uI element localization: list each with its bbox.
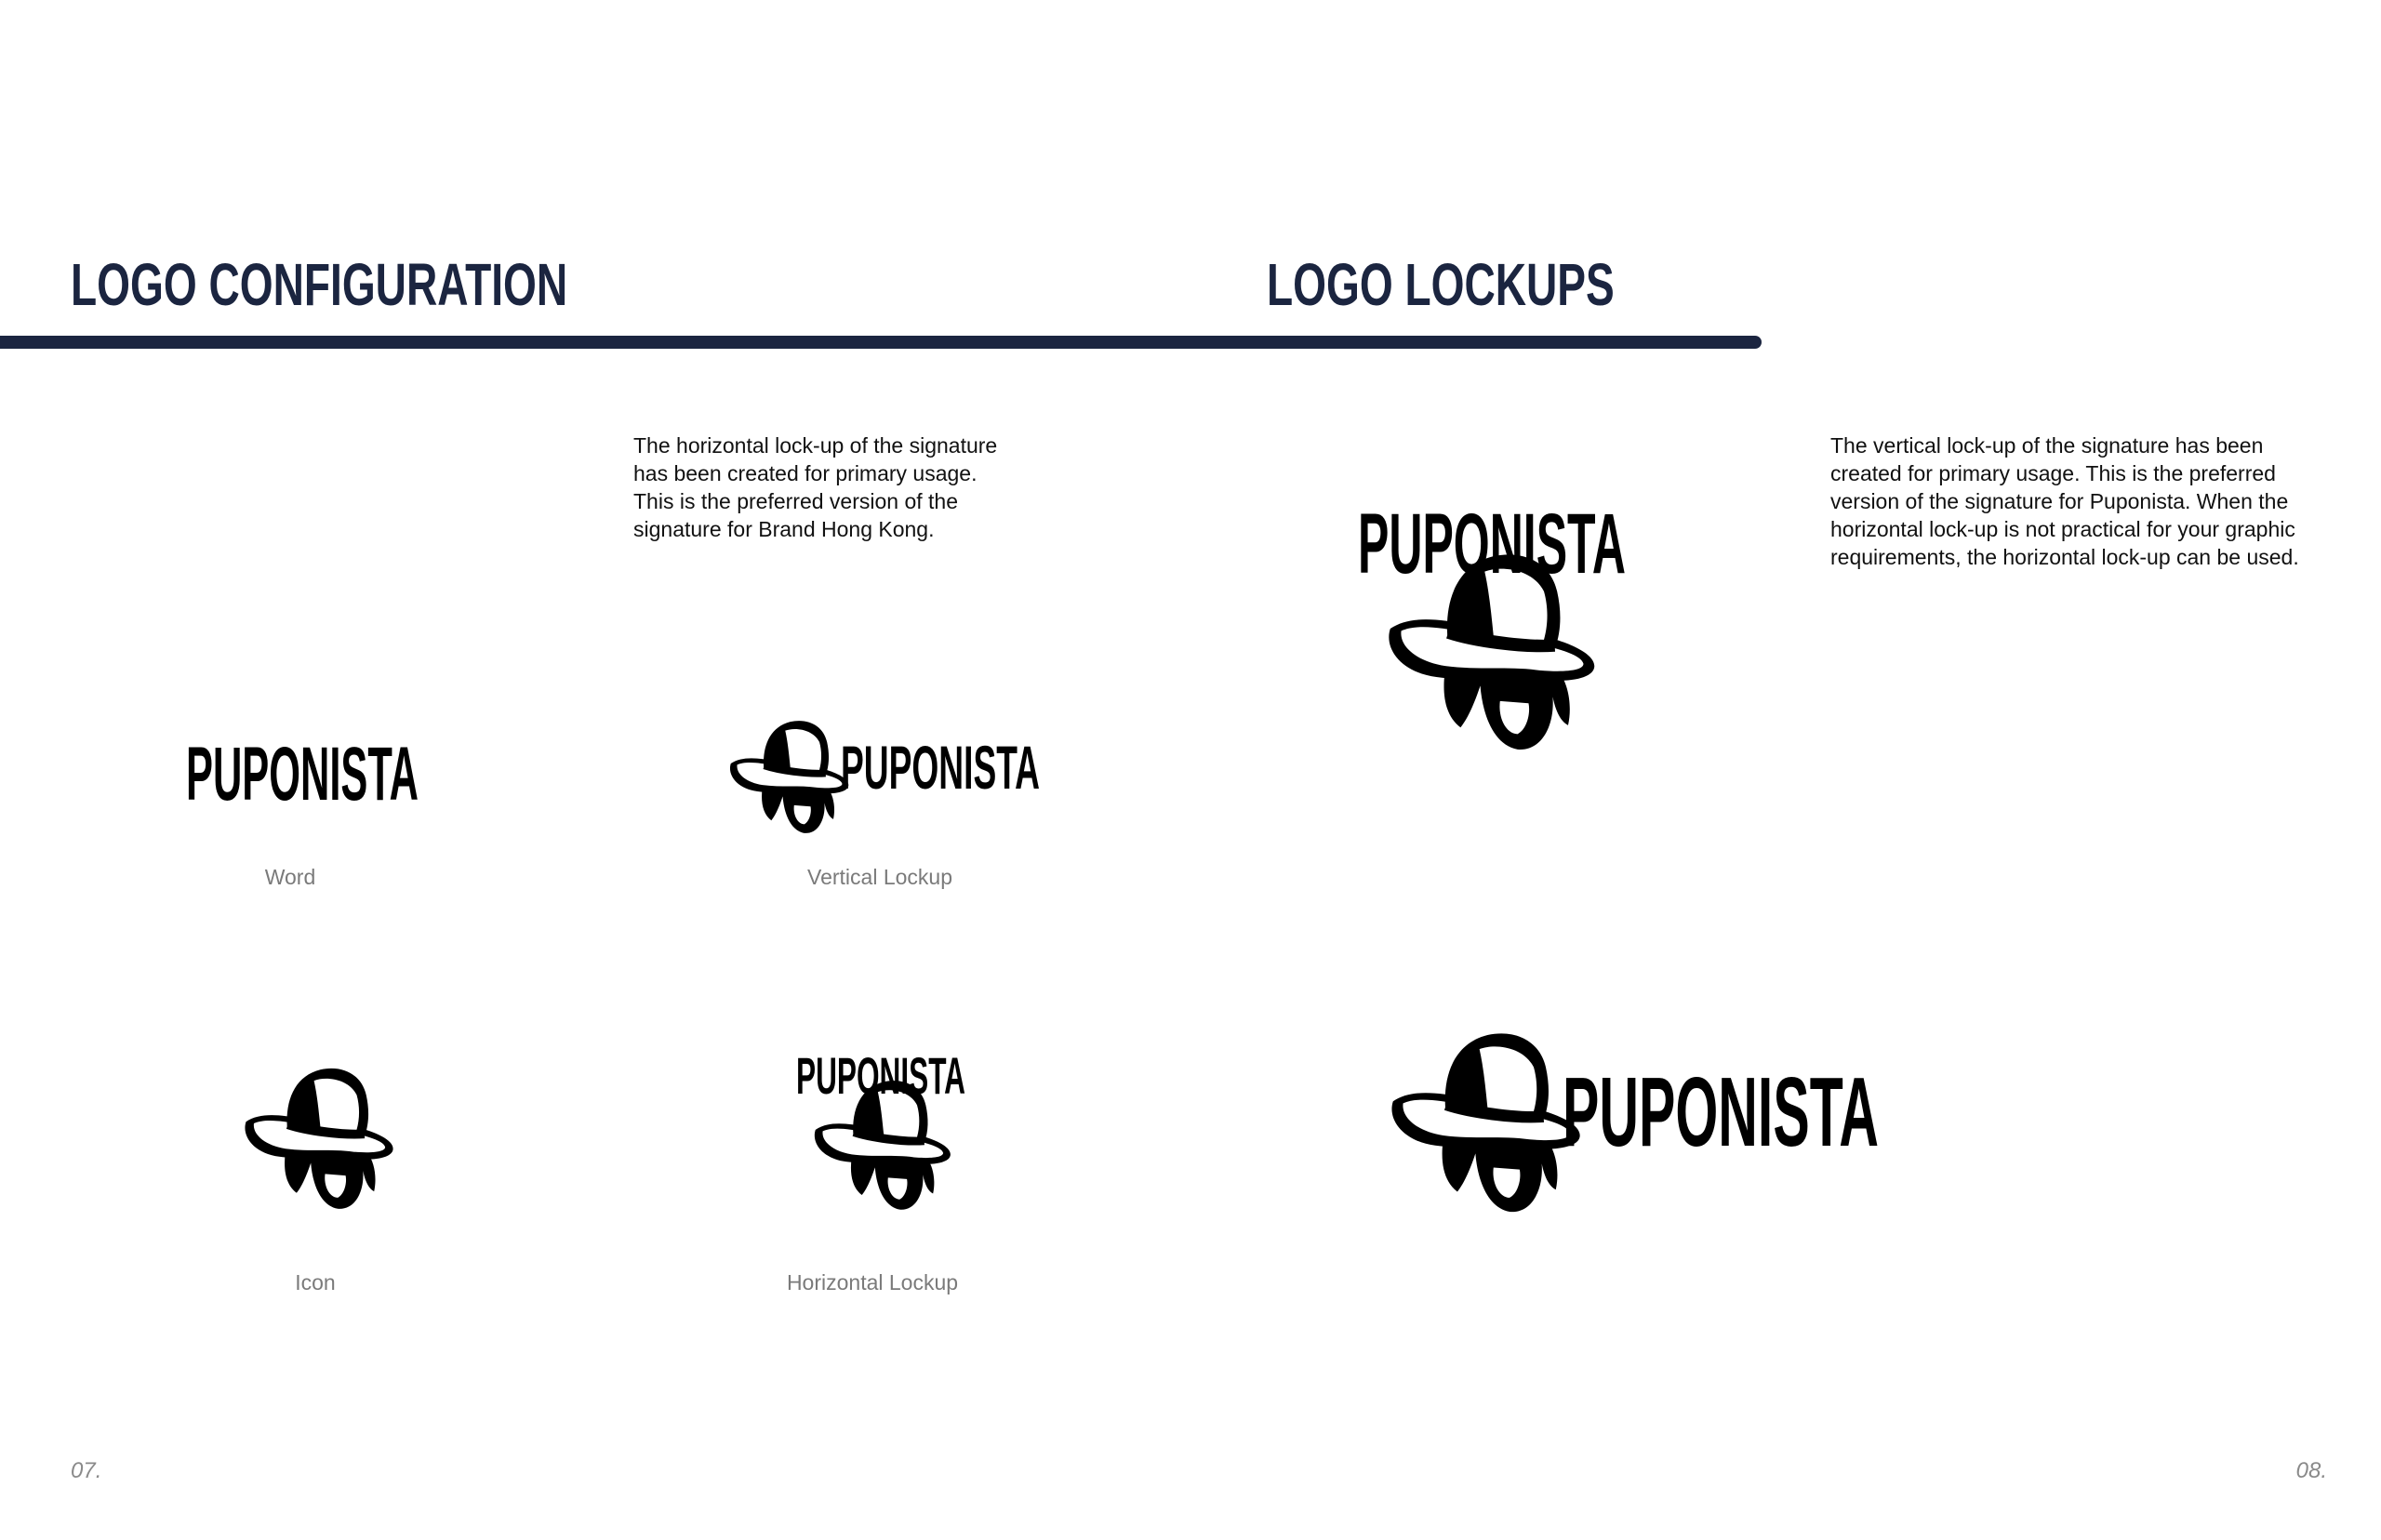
vertical-lockup-caption: Vertical Lockup xyxy=(807,865,952,889)
word-caption: Word xyxy=(264,865,316,889)
icon-caption: Icon xyxy=(295,1270,336,1294)
hat-dog-mascot-icon xyxy=(1391,1033,1579,1212)
word-logo xyxy=(186,732,428,816)
stacked-logo-wordmark: PUPONISTA xyxy=(1358,497,1626,591)
vertical-lockup-logo xyxy=(718,714,1044,841)
horizontal-lockup-caption: Horizontal Lockup xyxy=(786,1270,959,1294)
inline-logo-large xyxy=(1377,1023,1888,1224)
hat-dog-mascot-icon xyxy=(245,1069,392,1209)
logo-lockups-heading: LOGO LOCKUPS xyxy=(1267,251,1615,318)
horizontal-lockup-wordmark: PUPONISTA xyxy=(796,1046,965,1105)
heading-divider-rule xyxy=(0,336,1762,349)
stacked-logo-large xyxy=(1354,493,1633,763)
configuration-description: The horizontal lock-up of the signature has been created for primary usage. This is the preferred version of the signature for Brand Hong Kong. xyxy=(633,433,998,541)
vertical-lockup-wordmark: PUPONISTA xyxy=(841,733,1040,802)
icon-logo xyxy=(229,1060,406,1218)
page-number-left: 07. xyxy=(71,1458,102,1483)
word-logo-wordmark: PUPONISTA xyxy=(186,732,419,816)
page-number-right: 08. xyxy=(2295,1458,2327,1483)
logo-configuration-heading: LOGO CONFIGURATION xyxy=(71,251,568,318)
inline-logo-wordmark: PUPONISTA xyxy=(1563,1057,1879,1167)
hat-dog-mascot-icon xyxy=(730,721,848,833)
lockups-description: The vertical lock-up of the signature has been created for primary usage. This is the preferred version of the signature for Puponista. When the horizontal lock-up is not practical for your graphic requirements, the horizontal lock-up can be used. xyxy=(1830,433,2299,569)
horizontal-lockup-logo xyxy=(792,1042,969,1218)
